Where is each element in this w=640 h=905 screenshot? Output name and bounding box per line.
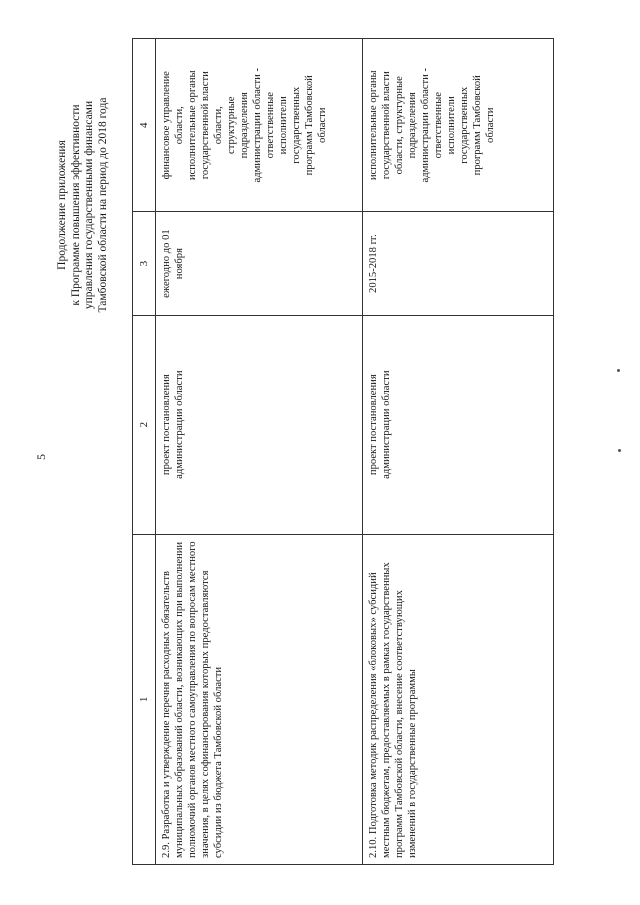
header-line-3: управления государственными финансами [83,100,95,310]
header-line-1: Продолжение приложения [56,140,68,270]
measure-cell: 2.9. Разработка и утверждение перечня расходных обязательств муниципальных образований области, возникающих при выполнении полномочий органов местного самоуправления по вопросам местного значения, в целях софинансирования которых предоставляются субсидии из бюджета Тамбовской области [156,534,363,864]
document-cell: проект постановления администрации области [363,315,554,534]
deadline-cell: ежегодно до 01 ноября [156,212,363,315]
document-cell: проект постановления администрации области [156,315,363,534]
table-row [156,39,363,865]
table-row [363,39,554,865]
column-number: 2 [133,315,156,534]
scan-speck [618,449,621,452]
header-line-2: к Программе повышения эффективности [69,104,82,306]
measures-table [132,38,554,865]
responsible-cell: финансовое управление области, исполнительные органы государственной власти области, структурные подразделения администрации области - ответственные исполнители государственных программ Тамбовской области [156,39,363,212]
header-line-4: Тамбовской области на период до 2018 года [96,97,109,313]
column-number-row [133,39,156,865]
page-number: 5 [34,454,48,460]
deadline-cell: 2015-2018 гг. [363,212,554,315]
measure-cell: 2.10. Подготовка методик распределения «блоковых» субсидий местным бюджетам, предоставляемых в рамках государственных программ Тамбовской области, внесение соответствующих изменений в государственные программы [363,534,554,864]
responsible-cell: исполнительные органы государственной власти области, структурные подразделения администрации области - ответственные исполнители государственных программ Тамбовской области [363,39,554,212]
appendix-header [56,45,110,365]
column-number: 4 [133,39,156,212]
scan-speck [617,369,620,372]
column-number: 1 [133,534,156,864]
column-number: 3 [133,212,156,315]
